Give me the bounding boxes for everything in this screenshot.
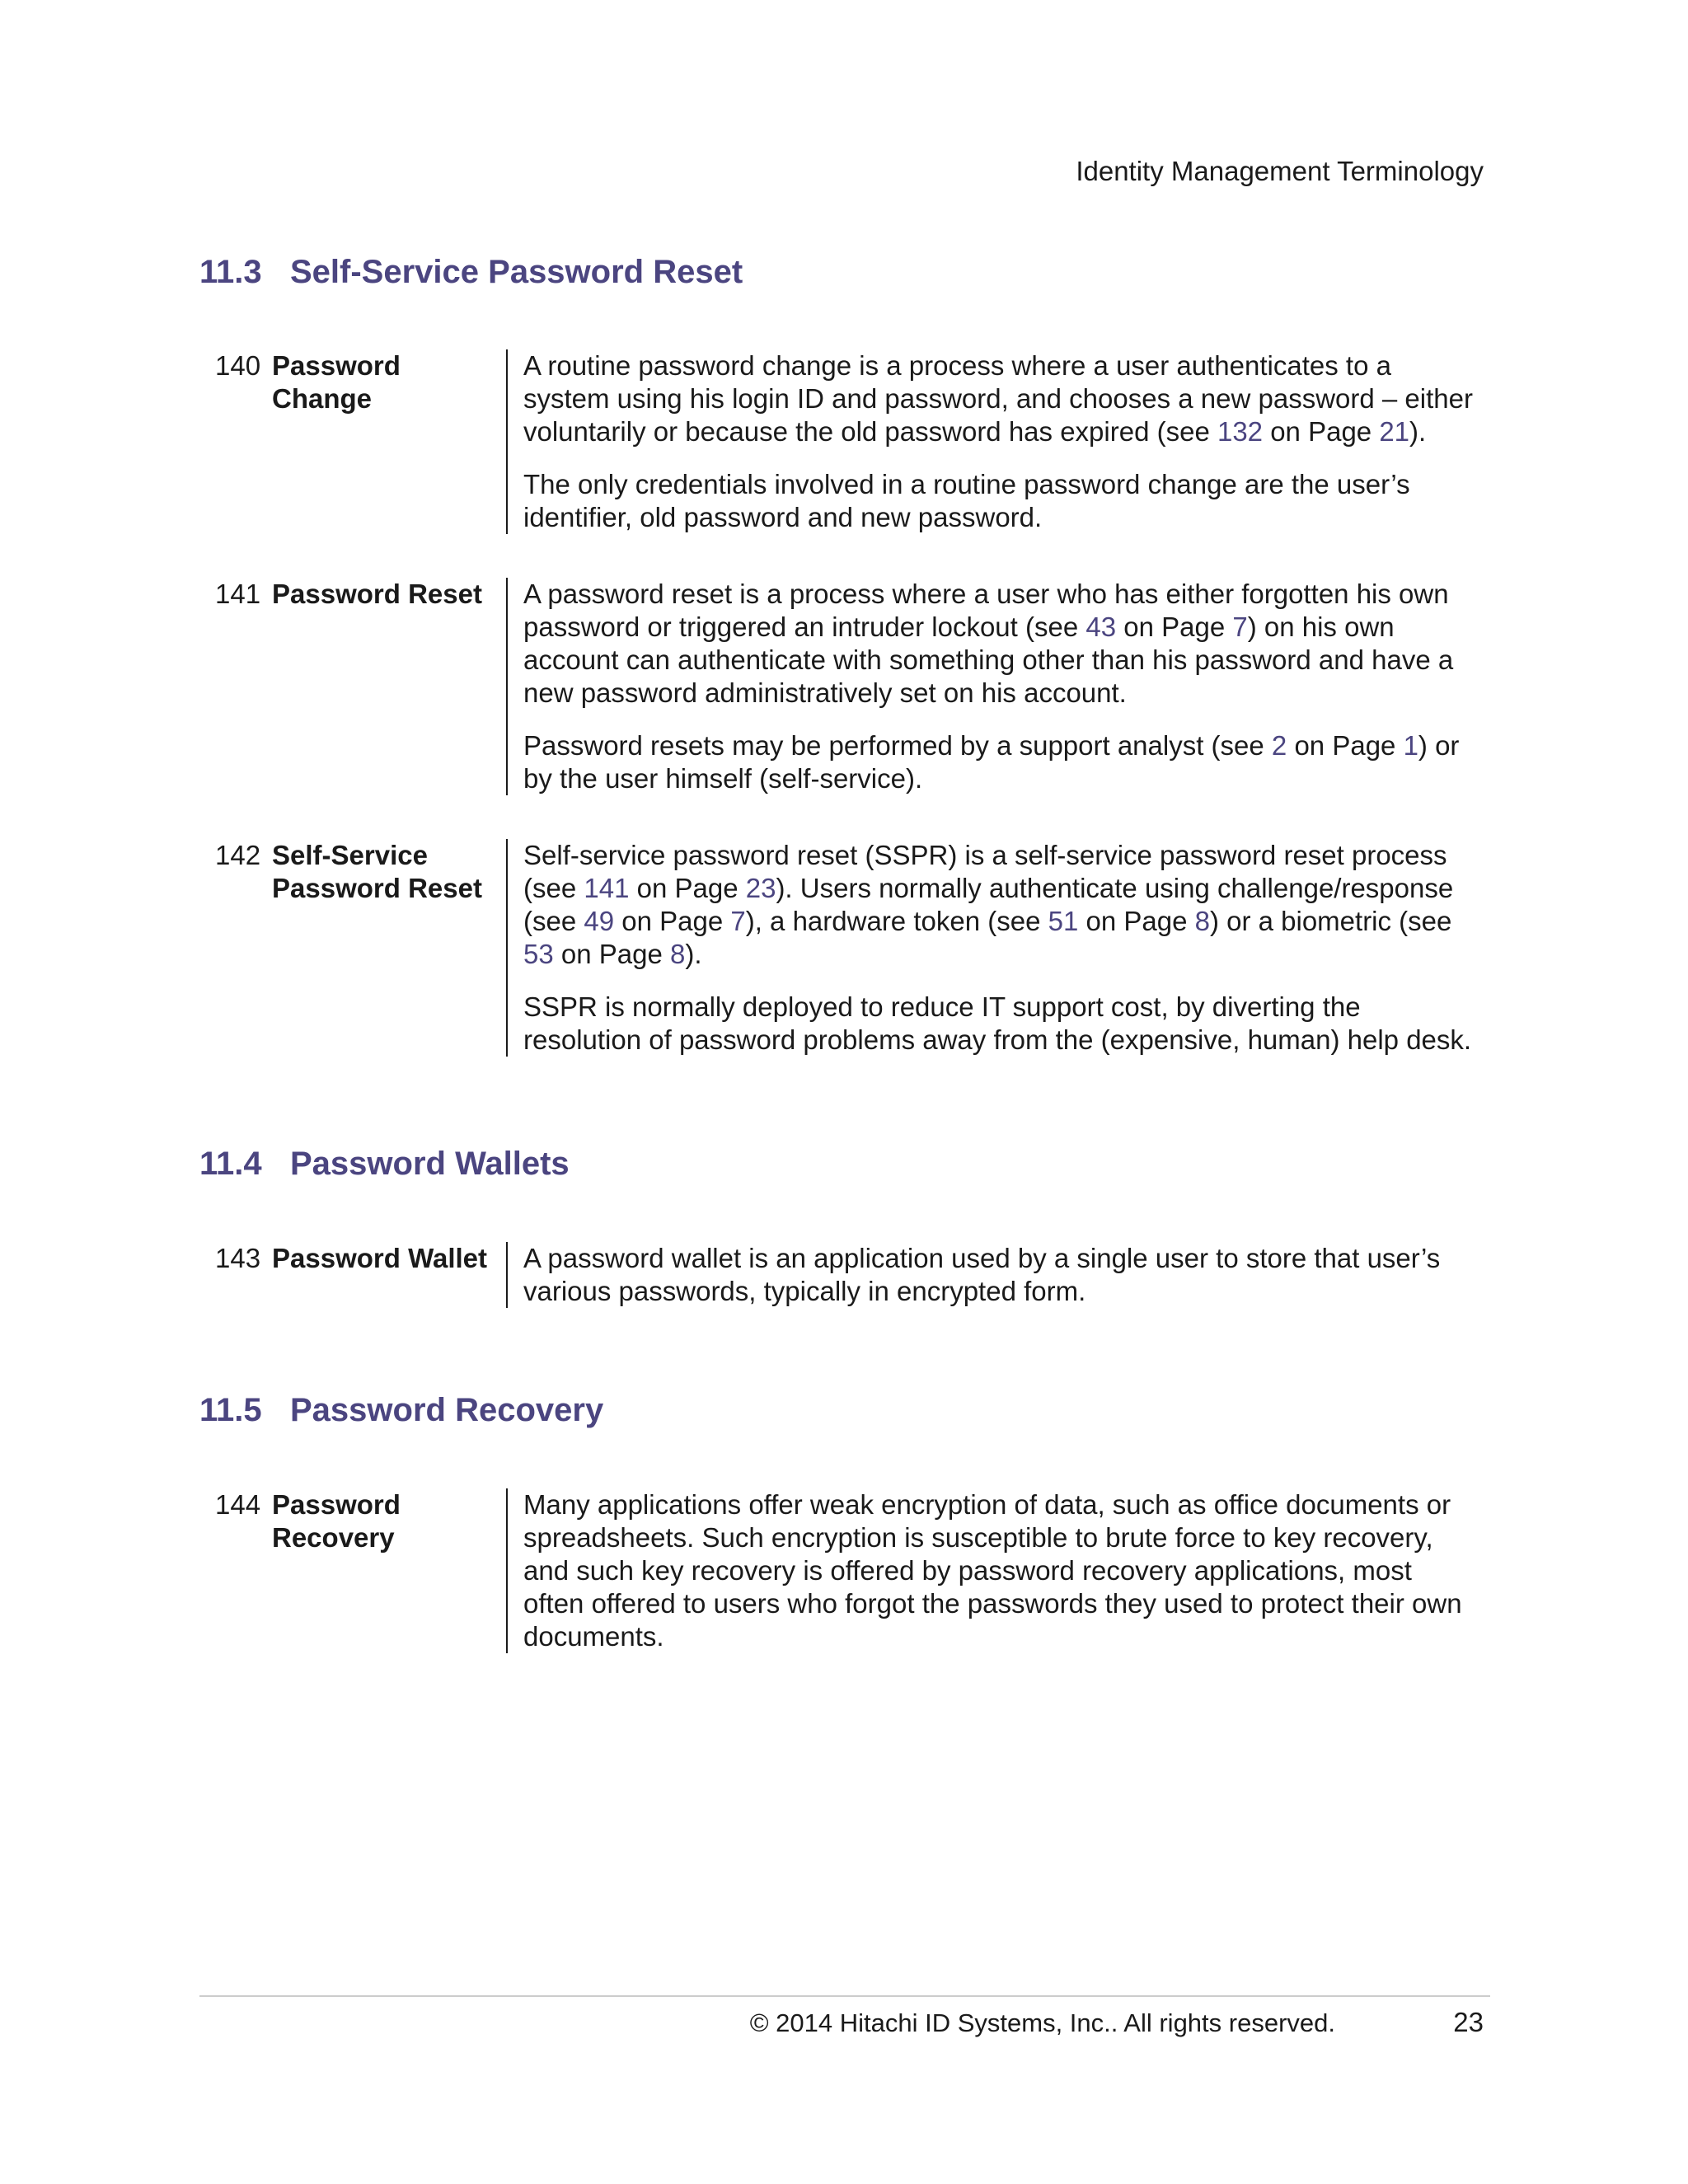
definition-text: on Page [614,906,731,936]
definition-text: Self-service password reset (SSPR) is a self-service password reset process (see [523,840,1447,903]
entry-divider [506,1488,508,1653]
definition-text: on Page [1263,416,1380,447]
entry-term-name: Password Change [272,350,401,414]
cross-reference-link[interactable]: 53 [523,939,554,969]
cross-reference-link[interactable]: 43 [1085,612,1117,642]
definition-text: ) or a biometric (see [1209,906,1452,936]
definition-paragraph [523,991,1479,1057]
entry-number: 143 [215,1243,261,1273]
cross-reference-link[interactable]: 49 [584,906,615,936]
section-number: 11.4 [199,1146,262,1182]
definition-paragraph [523,349,1479,448]
cross-reference-link[interactable]: 8 [1194,906,1210,936]
section-title: Password Wallets [290,1146,570,1182]
running-header: Identity Management Terminology [1076,156,1484,186]
section-heading-11-3 [199,252,743,292]
definition-text: A password wallet is an application used by a single user to store that user’s various passwords, typically in encrypted form. [523,1243,1441,1306]
definition-text: ) or by the user himself (self-service). [523,730,1460,794]
cross-reference-link[interactable]: 7 [1232,612,1248,642]
page-number: 23 [1453,2007,1484,2037]
glossary-entry-141 [199,578,1490,795]
definition-text: on Page [629,873,746,903]
cross-reference-link[interactable]: 141 [584,873,630,903]
entry-definition [523,839,1479,1057]
definition-text: SSPR is normally deployed to reduce IT support cost, by diverting the resolution of password problems away from the (expensive, human) help desk. [523,991,1472,1055]
section-heading-11-5 [199,1390,603,1430]
definition-text: Many applications offer weak encryption of data, such as office documents or spreadsheets. Such encryption is susceptible to brute force to key recovery, and such key recovery is offered by password recovery applications, most often offered to users who forgot the passwords they used to protect their own documents. [523,1489,1462,1652]
glossary-entry-140 [199,349,1490,534]
definition-text: ). [1409,416,1427,447]
entry-divider [506,349,508,534]
entry-definition [523,1488,1479,1653]
definition-paragraph [523,1242,1479,1308]
section-number: 11.5 [199,1392,262,1428]
section-title: Password Recovery [290,1392,604,1428]
definition-text: ). [685,939,702,969]
glossary-entry-144 [199,1488,1490,1653]
cross-reference-link[interactable]: 1 [1403,730,1418,761]
section-number: 11.3 [199,254,262,290]
definition-text: on Page [1116,612,1233,642]
entry-term-name: Self-Service Password Reset [272,840,482,903]
definition-text: ), a hardware token (see [745,906,1048,936]
cross-reference-link[interactable]: 21 [1379,416,1410,447]
entry-definition [523,349,1479,534]
entry-number: 144 [215,1489,261,1520]
cross-reference-link[interactable]: 7 [730,906,746,936]
footer-copyright: © 2014 Hitachi ID Systems, Inc.. All rights reserved. [749,2008,1335,2037]
entry-term-name: Password Reset [272,579,482,609]
cross-reference-link[interactable]: 132 [1217,416,1264,447]
section-title: Self-Service Password Reset [290,254,743,290]
section-heading-11-4 [199,1144,570,1183]
cross-reference-link[interactable]: 23 [745,873,776,903]
definition-paragraph [523,1488,1479,1653]
definition-text: Password resets may be performed by a support analyst (see [523,730,1272,761]
glossary-entry-143 [199,1242,1490,1308]
cross-reference-link[interactable]: 2 [1271,730,1287,761]
entry-divider [506,578,508,795]
definition-text: on Page [1078,906,1195,936]
entry-number: 141 [215,579,261,609]
definition-text: ). Users normally authenticate using challenge/response (see [523,873,1454,936]
entry-definition [523,578,1479,795]
definition-text: ) on his own account can authenticate with something other than his password and have a new password administratively set on his account. [523,612,1454,708]
definition-text: on Page [553,939,670,969]
entry-number: 142 [215,840,261,870]
entry-term-name: Password Wallet [272,1243,488,1273]
cross-reference-link[interactable]: 8 [670,939,686,969]
definition-text: A password reset is a process where a user who has either forgotten his own password or triggered an intruder lockout (see [523,579,1449,642]
definition-text: on Page [1287,730,1404,761]
definition-text: A routine password change is a process where a user authenticates to a system using his login ID and password, and chooses a new password – either voluntarily or because the old password has expired (see [523,350,1473,447]
definition-paragraph [523,729,1479,795]
glossary-entry-142 [199,839,1490,1057]
entry-term-name: Password Recovery [272,1489,401,1553]
entry-divider [506,1242,508,1308]
cross-reference-link[interactable]: 51 [1048,906,1079,936]
definition-paragraph [523,578,1479,710]
entry-definition [523,1242,1479,1308]
entry-number: 140 [215,350,261,381]
definition-paragraph [523,468,1479,534]
footer-rule [199,1995,1490,1997]
definition-paragraph [523,839,1479,971]
definition-text: The only credentials involved in a routine password change are the user’s identifier, old password and new password. [523,469,1410,532]
entry-divider [506,839,508,1057]
